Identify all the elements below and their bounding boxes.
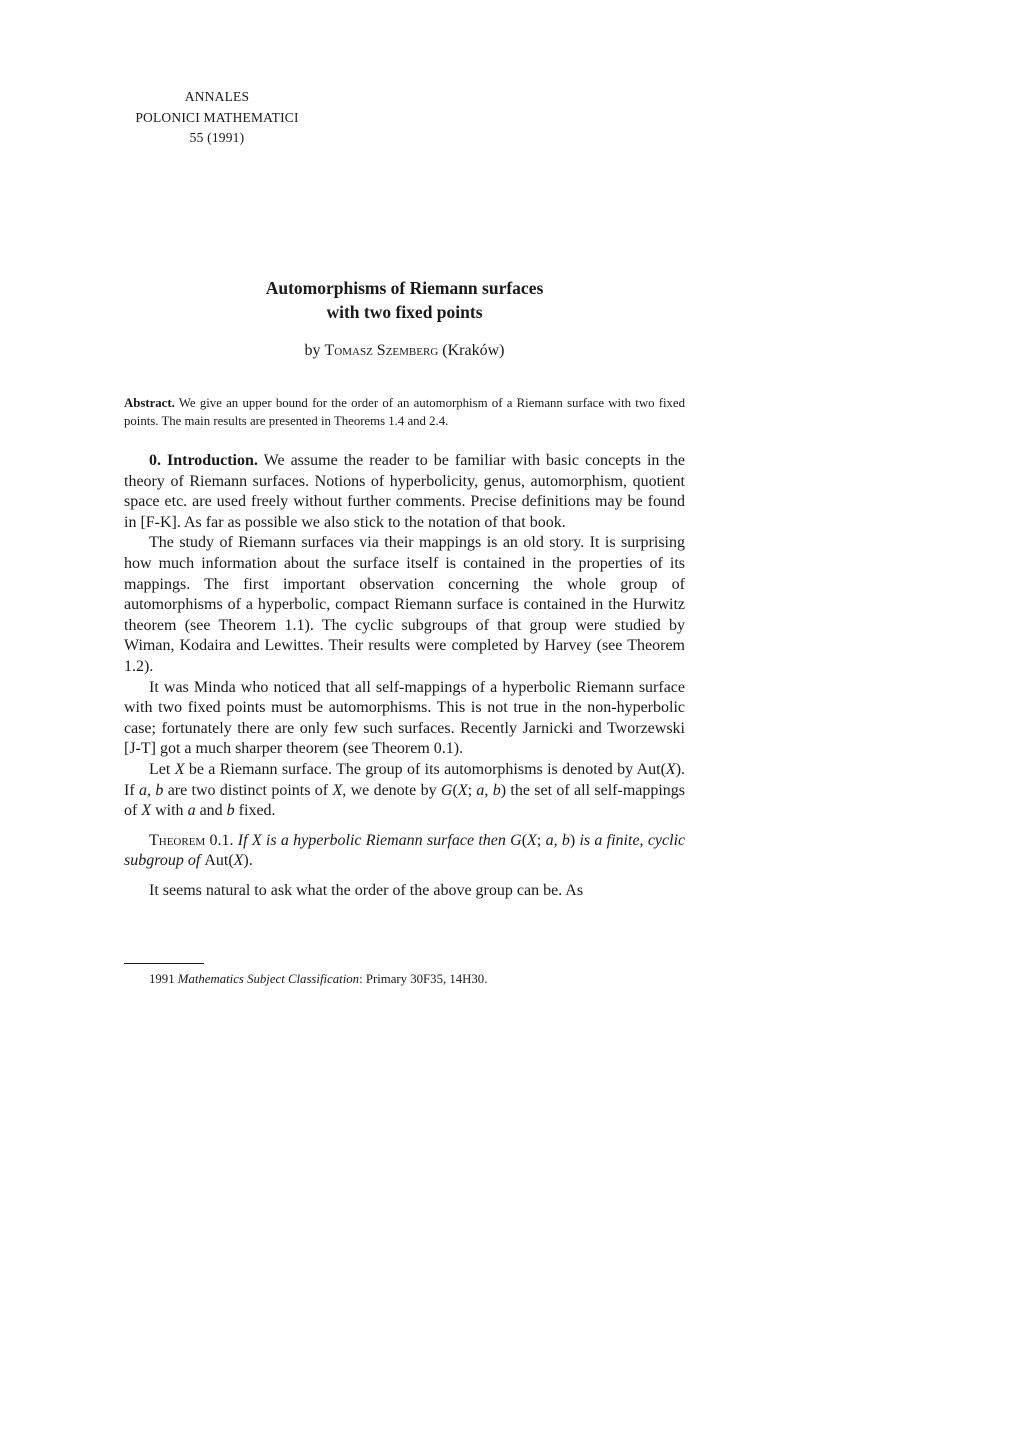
journal-header: [123, 87, 311, 149]
math-var: X: [174, 760, 185, 778]
thm-seg: is a hyperbolic Riemann surface then: [265, 831, 506, 849]
thm-seg: (: [521, 831, 528, 849]
math-var: X: [233, 852, 244, 870]
thm-seg: ).: [243, 852, 253, 870]
section-heading: 0. Introduction.: [149, 452, 258, 469]
intro-paragraph-5: It seems natural to ask what the order of the above group can be. As: [149, 881, 584, 899]
author-affiliation: (Kraków): [442, 342, 505, 359]
p4-seg: (: [452, 781, 458, 799]
title-line1: Automorphisms of Riemann surfaces: [265, 278, 544, 298]
thm-seg: If: [237, 831, 248, 849]
math-var: a, b: [545, 831, 570, 849]
math-var: X: [251, 831, 262, 849]
p4-seg: Let: [149, 760, 171, 778]
math-var: X: [141, 802, 152, 820]
math-var: b: [226, 802, 235, 820]
intro-p1-text: We assume the reader to be familiar with basic concepts in the theory of Riemann surfaces. Notions of hyperbolicity, genus, automorphism, quotient space etc. are used freely without further comments. Precise definitions may be found in [F-K]. As far as possible we also stick to the notation of that book.: [124, 452, 685, 531]
thm-seg: is a finite: [579, 831, 640, 849]
byline: [124, 342, 685, 360]
thm-seg: ,: [639, 831, 644, 849]
theorem-label: Theorem 0.1.: [149, 831, 234, 849]
intro-paragraph-2: The study of Riemann surfaces via their mappings is an old story. It is surprising how much information about the surface itself is contained in the properties of its mappings. The first important observation concerning the whole group of automorphisms of a hyperbolic, compact Riemann surface is contained in the Hurwitz theorem (see Theorem 1.1). The cyclic subgroups of that group were studied by Wiman, Kodaira and Lewittes. Their results were completed by Harvey (see Theorem 1.2).: [124, 534, 685, 675]
intro-paragraph-4: [124, 760, 685, 822]
p4-seg: with: [155, 802, 184, 820]
math-var: a: [187, 802, 196, 820]
math-var: X: [665, 760, 676, 778]
journal-name-line2: POLONICI MATHEMATICI: [135, 109, 299, 125]
byline-prefix: by: [304, 342, 321, 359]
author-name: Tomasz Szemberg: [324, 342, 439, 359]
body-text: [124, 451, 685, 901]
p4-seg: fixed.: [238, 802, 276, 820]
intro-paragraph-3: It was Minda who noticed that all self-mappings of a hyperbolic Riemann surface with two fixed points must be automorphisms. This is not true in the non-hyperbolic case; fortunately there are only few such surfaces. Recently Jarnicki and Tworzewski [J-T] got a much sharper theorem (see Theorem 0.1).: [124, 678, 685, 758]
thm-seg: ): [569, 831, 576, 849]
thm-seg: cyclic subgroup of: [124, 831, 686, 870]
abstract: [124, 395, 685, 430]
p4-seg: and: [199, 802, 223, 820]
paper-title: [124, 276, 685, 324]
p4-seg: ). If: [124, 760, 686, 799]
intro-paragraph-1: [124, 451, 685, 533]
p4-seg: ) the set of all self-mappings of: [124, 781, 686, 820]
abstract-label: Abstract.: [124, 396, 175, 410]
math-var: G: [510, 831, 522, 849]
thm-seg: Aut(: [204, 852, 234, 870]
footnote-msc-label: Mathematics Subject Classification: [177, 972, 360, 986]
footnote-text: : Primary 30F35, 14H30.: [359, 972, 488, 986]
p4-seg: , we denote by: [342, 781, 437, 799]
math-var: X: [457, 781, 468, 799]
footnote-rule: [124, 963, 204, 964]
math-var: X: [332, 781, 343, 799]
title-line2: with two fixed points: [326, 302, 483, 322]
math-var: a, b: [476, 781, 501, 799]
theorem-0-1: [124, 831, 685, 872]
math-var: a, b: [139, 781, 164, 799]
journal-name-line1: ANNALES: [184, 89, 250, 104]
p4-seg: be a Riemann surface. The group of its automorphisms is denoted by Aut(: [188, 760, 666, 778]
p4-seg: ;: [467, 781, 473, 799]
p4-seg: are two distinct points of: [167, 781, 329, 799]
footnote-year: 1991: [149, 972, 175, 986]
journal-volume: 55 (1991): [189, 130, 245, 145]
abstract-text: We give an upper bound for the order of an automorphism of a Riemann surface with two fixed points. The main results are presented in Theorems 1.4 and 2.4.: [124, 396, 686, 428]
math-var: G: [440, 781, 453, 799]
thm-seg: ;: [536, 831, 542, 849]
math-var: X: [527, 831, 537, 849]
footnote: [124, 971, 685, 988]
